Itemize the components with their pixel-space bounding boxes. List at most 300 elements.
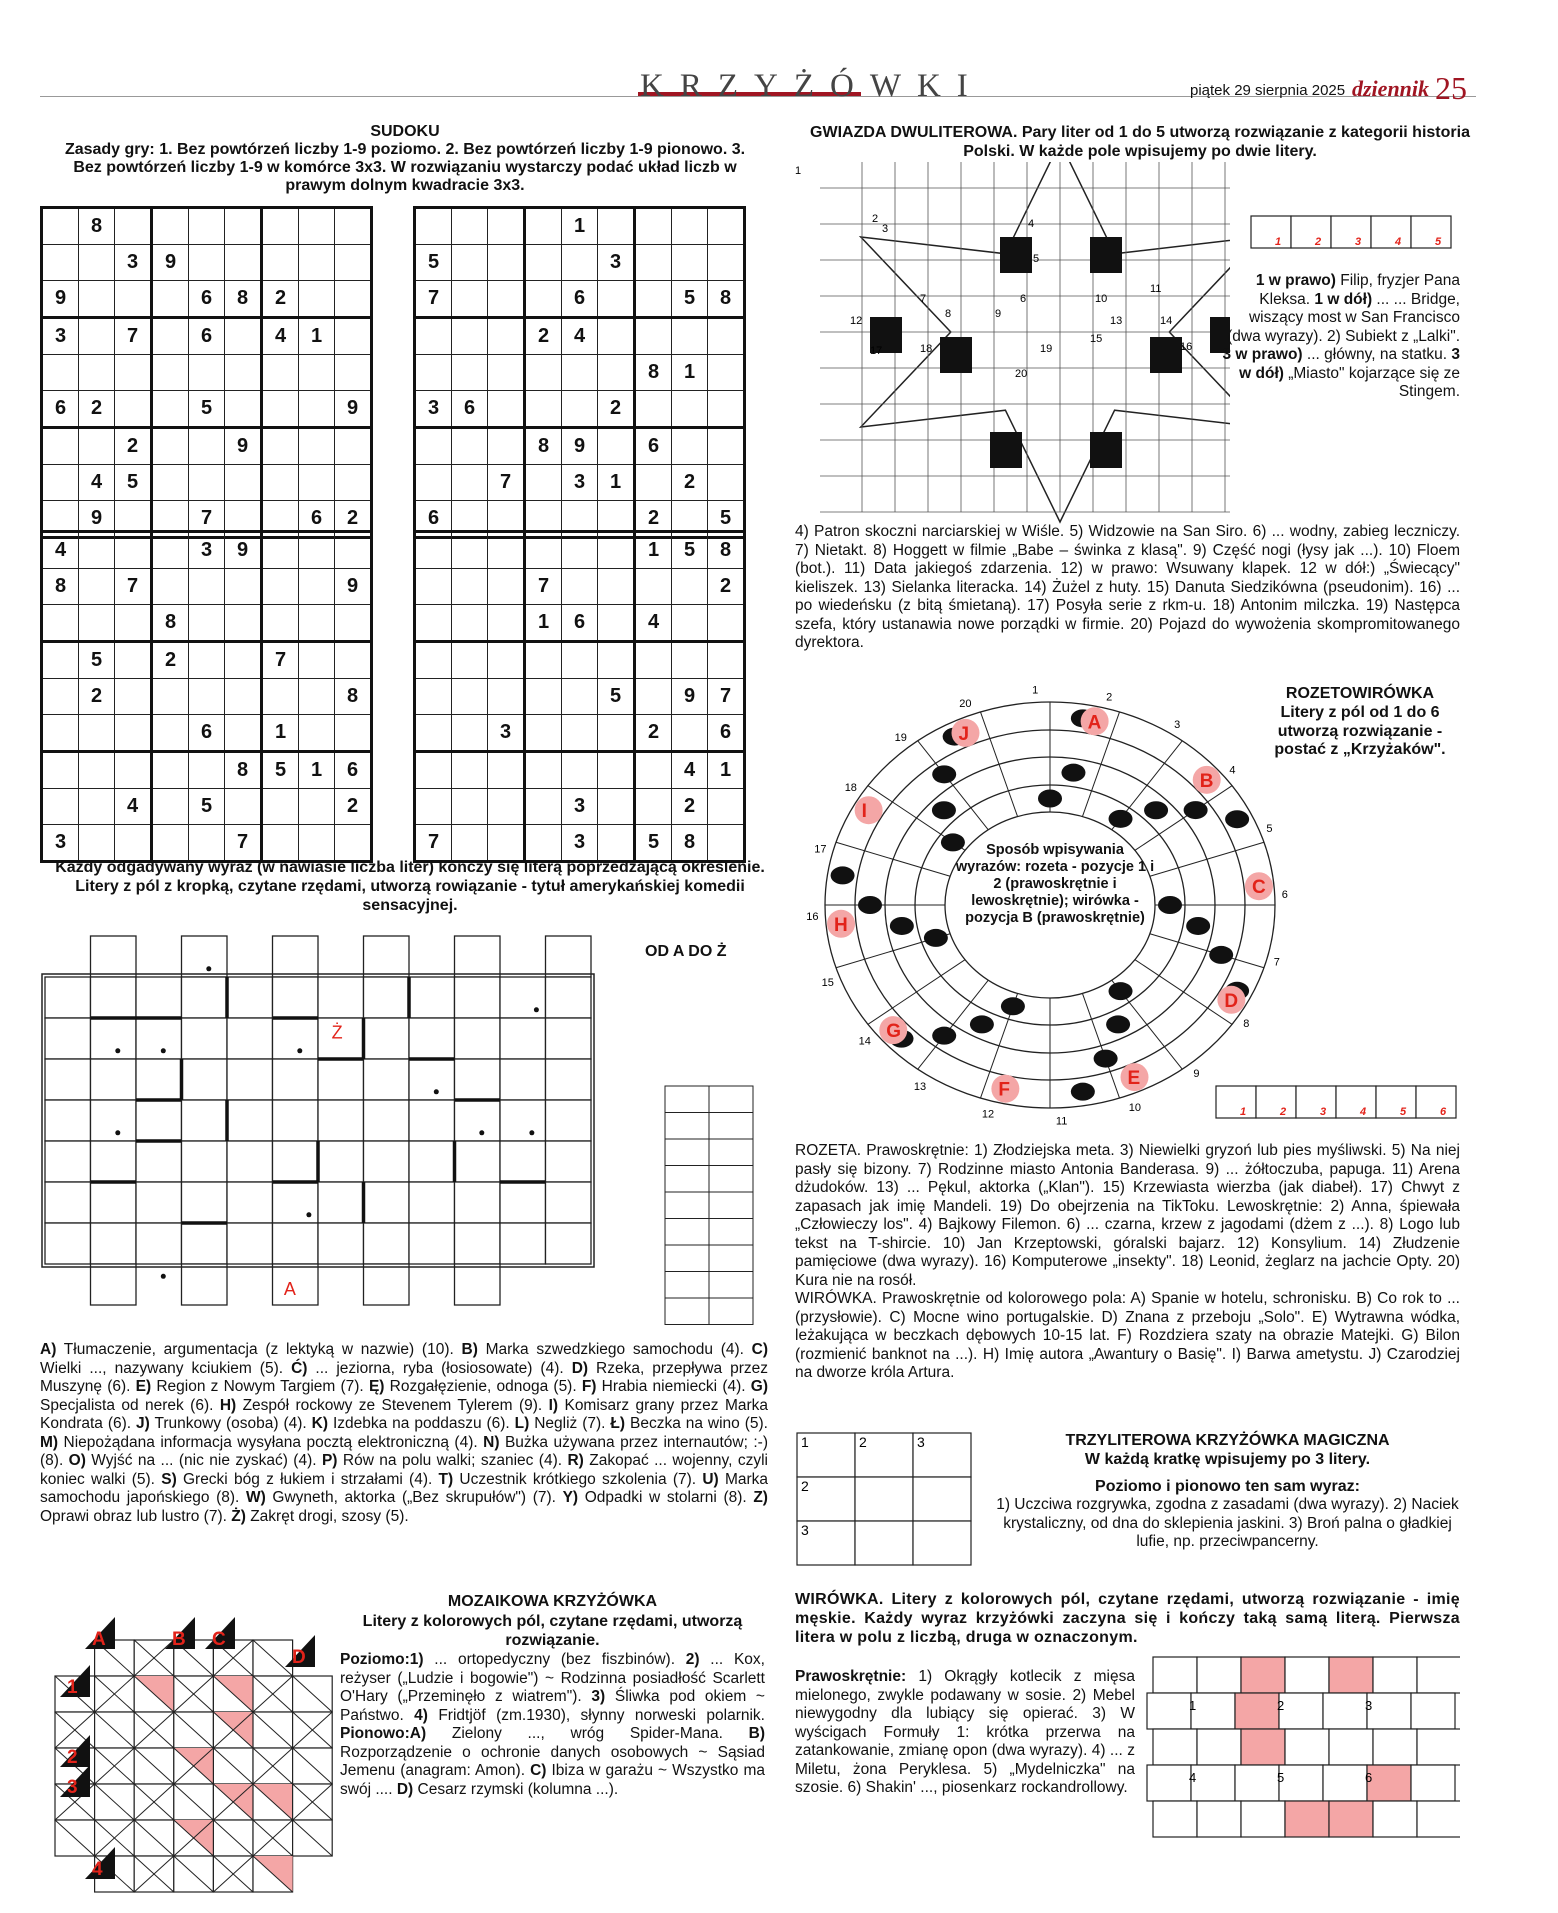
sudoku-cell[interactable] xyxy=(79,569,115,605)
sudoku-cell[interactable] xyxy=(152,318,189,355)
sudoku-cell[interactable] xyxy=(672,318,708,355)
sudoku-cell[interactable] xyxy=(488,391,525,428)
sudoku-cell[interactable] xyxy=(562,355,598,391)
sudoku-cell[interactable] xyxy=(299,679,335,715)
sudoku-cell[interactable]: 2 xyxy=(115,428,152,465)
sudoku-cell[interactable] xyxy=(225,679,262,715)
sudoku-cell[interactable] xyxy=(708,605,745,642)
sudoku-cell[interactable] xyxy=(42,642,79,679)
sudoku-cell[interactable] xyxy=(598,208,635,245)
sudoku-cell[interactable]: 1 xyxy=(299,752,335,789)
sudoku-cell[interactable] xyxy=(42,428,79,465)
sudoku-cell[interactable] xyxy=(635,245,672,281)
sudoku-cell[interactable]: 6 xyxy=(562,605,598,642)
sudoku-cell[interactable] xyxy=(42,465,79,501)
sudoku-cell[interactable] xyxy=(525,208,562,245)
sudoku-cell[interactable] xyxy=(299,245,335,281)
sudoku-cell[interactable]: 8 xyxy=(708,281,745,318)
sudoku-cell[interactable] xyxy=(598,605,635,642)
sudoku-cell[interactable] xyxy=(115,208,152,245)
sudoku-cell[interactable] xyxy=(262,465,299,501)
sudoku-cell[interactable]: 2 xyxy=(635,501,672,538)
sudoku-cell[interactable] xyxy=(152,428,189,465)
sudoku-cell[interactable]: 8 xyxy=(525,428,562,465)
sudoku-cell[interactable]: 1 xyxy=(635,532,672,569)
sudoku-cell[interactable] xyxy=(115,281,152,318)
sudoku-cell[interactable] xyxy=(152,391,189,428)
sudoku-cell[interactable] xyxy=(335,465,372,501)
sudoku-cell[interactable] xyxy=(562,569,598,605)
sudoku-cell[interactable] xyxy=(488,281,525,318)
sudoku-cell[interactable] xyxy=(635,318,672,355)
sudoku-cell[interactable] xyxy=(262,679,299,715)
sudoku-cell[interactable] xyxy=(42,208,79,245)
sudoku-cell[interactable] xyxy=(299,569,335,605)
sudoku-cell[interactable]: 5 xyxy=(635,825,672,862)
sudoku-cell[interactable] xyxy=(598,715,635,752)
sudoku-cell[interactable] xyxy=(452,318,488,355)
sudoku-cell[interactable]: 7 xyxy=(189,501,225,538)
sudoku-cell[interactable] xyxy=(335,281,372,318)
sudoku-cell[interactable] xyxy=(299,465,335,501)
sudoku-cell[interactable] xyxy=(189,642,225,679)
sudoku-cell[interactable]: 4 xyxy=(79,465,115,501)
sudoku-cell[interactable] xyxy=(452,355,488,391)
sudoku-cell[interactable]: 5 xyxy=(115,465,152,501)
sudoku-cell[interactable] xyxy=(262,208,299,245)
sudoku-cell[interactable] xyxy=(335,245,372,281)
sudoku-cell[interactable]: 2 xyxy=(598,391,635,428)
sudoku-cell[interactable]: 6 xyxy=(452,391,488,428)
sudoku-cell[interactable] xyxy=(598,789,635,825)
sudoku-cell[interactable]: 2 xyxy=(79,679,115,715)
sudoku-cell[interactable] xyxy=(708,355,745,391)
sudoku-cell[interactable] xyxy=(115,532,152,569)
sudoku-cell[interactable] xyxy=(115,715,152,752)
sudoku-cell[interactable]: 5 xyxy=(708,501,745,538)
sudoku-cell[interactable] xyxy=(189,245,225,281)
sudoku-cell[interactable] xyxy=(225,642,262,679)
sudoku-cell[interactable]: 8 xyxy=(635,355,672,391)
sudoku-cell[interactable]: 9 xyxy=(225,428,262,465)
sudoku-cell[interactable] xyxy=(115,679,152,715)
sudoku-cell[interactable] xyxy=(42,355,79,391)
sudoku-cell[interactable]: 2 xyxy=(262,281,299,318)
sudoku-cell[interactable] xyxy=(335,318,372,355)
sudoku-cell[interactable] xyxy=(488,605,525,642)
sudoku-cell[interactable]: 7 xyxy=(225,825,262,862)
sudoku-cell[interactable]: 2 xyxy=(79,391,115,428)
sudoku-cell[interactable]: 3 xyxy=(562,465,598,501)
sudoku-cell[interactable] xyxy=(415,679,452,715)
sudoku-cell[interactable]: 8 xyxy=(672,825,708,862)
sudoku-cell[interactable]: 2 xyxy=(525,318,562,355)
sudoku-cell[interactable] xyxy=(225,465,262,501)
sudoku-cell[interactable]: 5 xyxy=(79,642,115,679)
sudoku-cell[interactable] xyxy=(598,532,635,569)
sudoku-cell[interactable]: 6 xyxy=(562,281,598,318)
sudoku-cell[interactable] xyxy=(42,752,79,789)
sudoku-cell[interactable]: 4 xyxy=(635,605,672,642)
sudoku-cell[interactable] xyxy=(189,605,225,642)
sudoku-cell[interactable] xyxy=(262,532,299,569)
sudoku-cell[interactable]: 7 xyxy=(415,825,452,862)
sudoku-cell[interactable] xyxy=(299,355,335,391)
sudoku-cell[interactable] xyxy=(335,428,372,465)
sudoku-cell[interactable]: 6 xyxy=(708,715,745,752)
sudoku-cell[interactable]: 6 xyxy=(42,391,79,428)
sudoku-cell[interactable]: 5 xyxy=(189,391,225,428)
sudoku-cell[interactable]: 7 xyxy=(415,281,452,318)
sudoku-cell[interactable]: 8 xyxy=(42,569,79,605)
sudoku-cell[interactable]: 6 xyxy=(189,318,225,355)
sudoku-cell[interactable] xyxy=(415,208,452,245)
sudoku-cell[interactable] xyxy=(225,569,262,605)
sudoku-cell[interactable] xyxy=(488,245,525,281)
sudoku-cell[interactable]: 4 xyxy=(115,789,152,825)
sudoku-cell[interactable]: 3 xyxy=(115,245,152,281)
sudoku-cell[interactable] xyxy=(488,679,525,715)
sudoku-cell[interactable] xyxy=(452,715,488,752)
sudoku-cell[interactable] xyxy=(708,318,745,355)
sudoku-cell[interactable] xyxy=(225,208,262,245)
sudoku-cell[interactable] xyxy=(262,825,299,862)
sudoku-cell[interactable] xyxy=(488,208,525,245)
sudoku-cell[interactable] xyxy=(525,825,562,862)
sudoku-cell[interactable]: 6 xyxy=(189,281,225,318)
sudoku-cell[interactable] xyxy=(708,208,745,245)
sudoku-cell[interactable] xyxy=(79,825,115,862)
sudoku-cell[interactable]: 3 xyxy=(42,318,79,355)
sudoku-cell[interactable] xyxy=(488,752,525,789)
sudoku-cell[interactable] xyxy=(452,245,488,281)
sudoku-cell[interactable] xyxy=(708,465,745,501)
sudoku-cell[interactable] xyxy=(79,715,115,752)
sudoku-cell[interactable] xyxy=(415,715,452,752)
sudoku-cell[interactable]: 5 xyxy=(598,679,635,715)
sudoku-cell[interactable] xyxy=(562,642,598,679)
sudoku-cell[interactable] xyxy=(488,532,525,569)
sudoku-cell[interactable]: 6 xyxy=(635,428,672,465)
sudoku-cell[interactable] xyxy=(452,532,488,569)
sudoku-cell[interactable] xyxy=(562,679,598,715)
sudoku-cell[interactable] xyxy=(225,605,262,642)
sudoku-cell[interactable] xyxy=(299,642,335,679)
sudoku-cell[interactable] xyxy=(635,569,672,605)
sudoku-cell[interactable] xyxy=(525,642,562,679)
sudoku-cell[interactable] xyxy=(672,208,708,245)
sudoku-cell[interactable]: 9 xyxy=(225,532,262,569)
sudoku-cell[interactable]: 8 xyxy=(335,679,372,715)
sudoku-cell[interactable] xyxy=(672,605,708,642)
sudoku-cell[interactable]: 9 xyxy=(79,501,115,538)
sudoku-cell[interactable] xyxy=(152,208,189,245)
sudoku-cell[interactable] xyxy=(452,825,488,862)
sudoku-cell[interactable]: 7 xyxy=(708,679,745,715)
sudoku-cell[interactable] xyxy=(262,428,299,465)
sudoku-cell[interactable]: 1 xyxy=(525,605,562,642)
sudoku-cell[interactable] xyxy=(335,532,372,569)
sudoku-cell[interactable] xyxy=(708,391,745,428)
sudoku-cell[interactable] xyxy=(262,391,299,428)
sudoku-cell[interactable] xyxy=(79,789,115,825)
sudoku-cell[interactable] xyxy=(525,281,562,318)
sudoku-cell[interactable] xyxy=(299,825,335,862)
sudoku-cell[interactable] xyxy=(635,642,672,679)
sudoku-cell[interactable] xyxy=(262,355,299,391)
sudoku-cell[interactable] xyxy=(452,569,488,605)
sudoku-cell[interactable] xyxy=(672,428,708,465)
sudoku-cell[interactable] xyxy=(598,569,635,605)
sudoku-cell[interactable]: 2 xyxy=(335,501,372,538)
sudoku-cell[interactable] xyxy=(452,605,488,642)
sudoku-cell[interactable] xyxy=(672,642,708,679)
sudoku-cell[interactable] xyxy=(79,605,115,642)
sudoku-cell[interactable] xyxy=(708,825,745,862)
sudoku-cell[interactable] xyxy=(79,318,115,355)
sudoku-cell[interactable] xyxy=(115,391,152,428)
sudoku-cell[interactable] xyxy=(335,642,372,679)
sudoku-cell[interactable] xyxy=(525,391,562,428)
sudoku-cell[interactable] xyxy=(335,208,372,245)
sudoku-cell[interactable] xyxy=(299,208,335,245)
sudoku-cell[interactable]: 1 xyxy=(598,465,635,501)
sudoku-cell[interactable]: 9 xyxy=(335,391,372,428)
sudoku-cell[interactable]: 9 xyxy=(672,679,708,715)
sudoku-cell[interactable] xyxy=(415,752,452,789)
sudoku-cell[interactable]: 3 xyxy=(42,825,79,862)
sudoku-cell[interactable]: 1 xyxy=(672,355,708,391)
sudoku-cell[interactable] xyxy=(115,825,152,862)
sudoku-cell[interactable] xyxy=(452,789,488,825)
sudoku-cell[interactable] xyxy=(335,715,372,752)
sudoku-cell[interactable] xyxy=(189,428,225,465)
sudoku-cell[interactable] xyxy=(562,715,598,752)
sudoku-cell[interactable] xyxy=(152,281,189,318)
sudoku-cell[interactable]: 3 xyxy=(189,532,225,569)
sudoku-cell[interactable] xyxy=(299,715,335,752)
sudoku-cell[interactable]: 1 xyxy=(562,208,598,245)
sudoku-cell[interactable]: 1 xyxy=(299,318,335,355)
sudoku-cell[interactable]: 2 xyxy=(672,789,708,825)
sudoku-cell[interactable] xyxy=(262,569,299,605)
sudoku-cell[interactable]: 3 xyxy=(488,715,525,752)
sudoku-cell[interactable] xyxy=(152,715,189,752)
sudoku-cell[interactable] xyxy=(415,605,452,642)
sudoku-cell[interactable] xyxy=(635,391,672,428)
sudoku-cell[interactable]: 9 xyxy=(335,569,372,605)
sudoku-cell[interactable] xyxy=(225,245,262,281)
sudoku-cell[interactable] xyxy=(299,532,335,569)
sudoku-cell[interactable] xyxy=(452,752,488,789)
sudoku-cell[interactable]: 7 xyxy=(115,569,152,605)
sudoku-cell[interactable] xyxy=(299,428,335,465)
sudoku-cell[interactable] xyxy=(488,789,525,825)
sudoku-cell[interactable] xyxy=(299,281,335,318)
sudoku-cell[interactable]: 3 xyxy=(415,391,452,428)
sudoku-cell[interactable] xyxy=(79,281,115,318)
sudoku-cell[interactable] xyxy=(225,318,262,355)
sudoku-cell[interactable] xyxy=(335,605,372,642)
sudoku-cell[interactable] xyxy=(152,679,189,715)
sudoku-cell[interactable]: 9 xyxy=(42,281,79,318)
sudoku-cell[interactable] xyxy=(189,208,225,245)
sudoku-cell[interactable] xyxy=(525,245,562,281)
sudoku-cell[interactable]: 6 xyxy=(299,501,335,538)
sudoku-cell[interactable] xyxy=(525,355,562,391)
sudoku-cell[interactable]: 6 xyxy=(415,501,452,538)
sudoku-cell[interactable] xyxy=(488,318,525,355)
sudoku-cell[interactable] xyxy=(452,208,488,245)
sudoku-cell[interactable] xyxy=(189,465,225,501)
sudoku-cell[interactable]: 1 xyxy=(262,715,299,752)
sudoku-cell[interactable]: 8 xyxy=(708,532,745,569)
sudoku-cell[interactable] xyxy=(299,391,335,428)
sudoku-cell[interactable]: 3 xyxy=(562,825,598,862)
sudoku-cell[interactable] xyxy=(225,355,262,391)
sudoku-cell[interactable]: 2 xyxy=(708,569,745,605)
sudoku-cell[interactable]: 9 xyxy=(562,428,598,465)
sudoku-cell[interactable] xyxy=(525,679,562,715)
sudoku-cell[interactable] xyxy=(152,532,189,569)
sudoku-cell[interactable] xyxy=(262,605,299,642)
sudoku-cell[interactable] xyxy=(488,355,525,391)
sudoku-cell[interactable] xyxy=(488,642,525,679)
sudoku-cell[interactable] xyxy=(598,318,635,355)
sudoku-cell[interactable] xyxy=(488,569,525,605)
sudoku-cell[interactable]: 7 xyxy=(115,318,152,355)
sudoku-cell[interactable] xyxy=(598,825,635,862)
sudoku-cell[interactable] xyxy=(79,532,115,569)
sudoku-cell[interactable] xyxy=(225,789,262,825)
sudoku-cell[interactable] xyxy=(42,605,79,642)
sudoku-cell[interactable] xyxy=(635,281,672,318)
sudoku-cell[interactable] xyxy=(452,281,488,318)
sudoku-cell[interactable]: 1 xyxy=(708,752,745,789)
sudoku-cell[interactable] xyxy=(152,465,189,501)
sudoku-cell[interactable] xyxy=(672,715,708,752)
sudoku-cell[interactable] xyxy=(488,825,525,862)
sudoku-cell[interactable]: 7 xyxy=(262,642,299,679)
sudoku-cell[interactable] xyxy=(42,789,79,825)
sudoku-cell[interactable] xyxy=(635,752,672,789)
sudoku-cell[interactable] xyxy=(598,355,635,391)
sudoku-cell[interactable] xyxy=(299,789,335,825)
sudoku-cell[interactable] xyxy=(598,642,635,679)
sudoku-cell[interactable] xyxy=(415,789,452,825)
sudoku-cell[interactable]: 3 xyxy=(562,789,598,825)
sudoku-cell[interactable]: 2 xyxy=(152,642,189,679)
sudoku-cell[interactable] xyxy=(189,679,225,715)
sudoku-cell[interactable] xyxy=(452,642,488,679)
sudoku-cell[interactable] xyxy=(708,789,745,825)
sudoku-cell[interactable] xyxy=(152,355,189,391)
sudoku-cell[interactable] xyxy=(635,208,672,245)
sudoku-cell[interactable]: 3 xyxy=(598,245,635,281)
sudoku-cell[interactable] xyxy=(562,752,598,789)
sudoku-cell[interactable] xyxy=(152,752,189,789)
sudoku-cell[interactable] xyxy=(415,428,452,465)
sudoku-cell[interactable] xyxy=(189,825,225,862)
sudoku-cell[interactable]: 6 xyxy=(335,752,372,789)
sudoku-cell[interactable] xyxy=(262,789,299,825)
sudoku-cell[interactable]: 5 xyxy=(189,789,225,825)
sudoku-cell[interactable] xyxy=(42,715,79,752)
sudoku-cell[interactable] xyxy=(708,642,745,679)
sudoku-cell[interactable]: 4 xyxy=(42,532,79,569)
sudoku-cell[interactable] xyxy=(635,789,672,825)
sudoku-cell[interactable] xyxy=(525,789,562,825)
sudoku-cell[interactable] xyxy=(525,532,562,569)
sudoku-cell[interactable] xyxy=(225,715,262,752)
sudoku-cell[interactable] xyxy=(262,245,299,281)
sudoku-cell[interactable]: 5 xyxy=(262,752,299,789)
sudoku-cell[interactable] xyxy=(79,752,115,789)
sudoku-cell[interactable] xyxy=(415,532,452,569)
sudoku-cell[interactable]: 5 xyxy=(672,281,708,318)
sudoku-cell[interactable] xyxy=(225,391,262,428)
sudoku-cell[interactable]: 4 xyxy=(672,752,708,789)
sudoku-cell[interactable]: 9 xyxy=(152,245,189,281)
sudoku-cell[interactable] xyxy=(79,355,115,391)
sudoku-cell[interactable]: 5 xyxy=(672,532,708,569)
sudoku-cell[interactable] xyxy=(635,679,672,715)
sudoku-cell[interactable] xyxy=(598,428,635,465)
sudoku-cell[interactable] xyxy=(335,355,372,391)
sudoku-cell[interactable] xyxy=(672,245,708,281)
sudoku-cell[interactable] xyxy=(598,752,635,789)
sudoku-cell[interactable] xyxy=(79,428,115,465)
sudoku-cell[interactable] xyxy=(152,825,189,862)
sudoku-cell[interactable] xyxy=(452,428,488,465)
sudoku-cell[interactable] xyxy=(42,245,79,281)
sudoku-cell[interactable] xyxy=(115,605,152,642)
sudoku-cell[interactable]: 2 xyxy=(672,465,708,501)
sudoku-cell[interactable] xyxy=(152,569,189,605)
sudoku-cell[interactable] xyxy=(415,642,452,679)
sudoku-cell[interactable] xyxy=(525,752,562,789)
sudoku-cell[interactable] xyxy=(335,825,372,862)
sudoku-cell[interactable]: 8 xyxy=(225,752,262,789)
sudoku-cell[interactable] xyxy=(152,789,189,825)
sudoku-cell[interactable]: 4 xyxy=(562,318,598,355)
sudoku-cell[interactable] xyxy=(415,318,452,355)
sudoku-cell[interactable]: 5 xyxy=(415,245,452,281)
sudoku-cell[interactable] xyxy=(525,465,562,501)
sudoku-cell[interactable]: 7 xyxy=(525,569,562,605)
sudoku-cell[interactable] xyxy=(415,465,452,501)
sudoku-cell[interactable] xyxy=(115,355,152,391)
sudoku-cell[interactable]: 2 xyxy=(635,715,672,752)
sudoku-cell[interactable] xyxy=(452,679,488,715)
sudoku-cell[interactable] xyxy=(115,752,152,789)
sudoku-cell[interactable]: 8 xyxy=(152,605,189,642)
sudoku-cell[interactable] xyxy=(415,355,452,391)
sudoku-cell[interactable] xyxy=(115,642,152,679)
sudoku-cell[interactable] xyxy=(525,715,562,752)
sudoku-cell[interactable] xyxy=(488,428,525,465)
sudoku-cell[interactable] xyxy=(598,281,635,318)
sudoku-cell[interactable] xyxy=(189,752,225,789)
sudoku-cell[interactable]: 6 xyxy=(189,715,225,752)
sudoku-cell[interactable]: 7 xyxy=(488,465,525,501)
sudoku-cell[interactable] xyxy=(189,355,225,391)
sudoku-cell[interactable] xyxy=(672,391,708,428)
sudoku-cell[interactable] xyxy=(299,605,335,642)
sudoku-cell[interactable] xyxy=(708,428,745,465)
sudoku-cell[interactable]: 8 xyxy=(79,208,115,245)
sudoku-cell[interactable]: 8 xyxy=(225,281,262,318)
